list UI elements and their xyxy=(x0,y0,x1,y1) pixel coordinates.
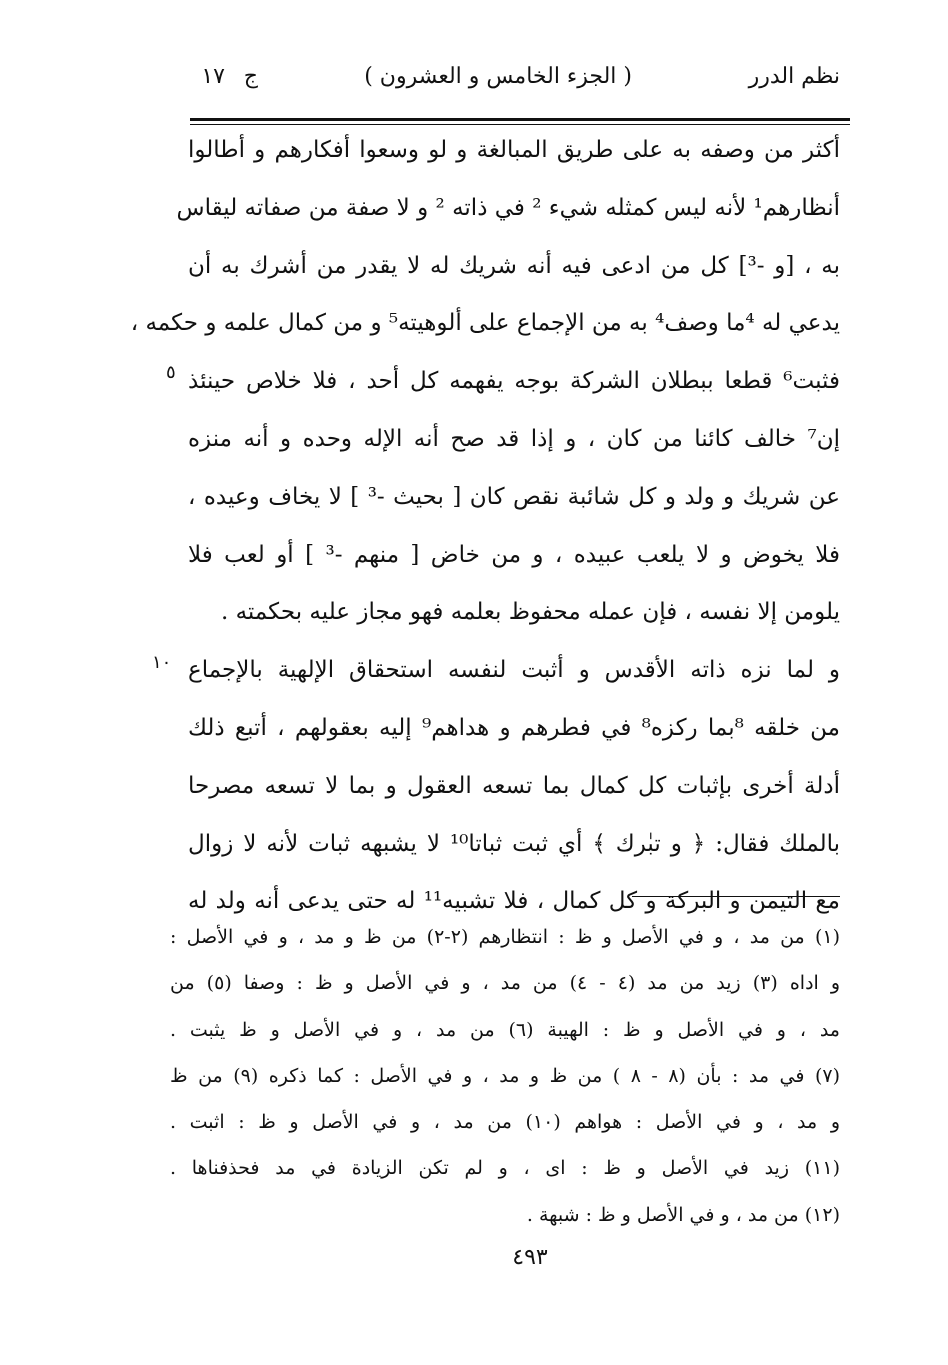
footnote-line: (١٢) من مد ، و في الأصل و ظ : شبهة . xyxy=(526,1203,840,1226)
footnote-line: (٧) في مد : بأن (٨ - ٨ ) من ظ و مد ، و في الأصل : كما ذكره (٩) من ظ xyxy=(170,1064,840,1087)
volume-number: ١٧ xyxy=(201,64,225,89)
margin-line-number: ٥ xyxy=(166,362,176,383)
text-line: أنظارهم¹ لأنه ليس كمثله شيء ² في ذاته ² و لا صفة من صفاته ليقاس xyxy=(176,194,840,221)
text-line: إن⁷ خالف كائنا من كان ، و إذا قد صح أنه الإله وحده و أنه منزه xyxy=(188,425,840,452)
part-title: ( الجزء الخامس و العشرون ) xyxy=(364,64,632,89)
footnote-line: (١١) زيد في الأصل و ظ : اى ، و لم تكن الزيادة في مد فحذفناها . xyxy=(170,1157,840,1180)
text-line: فثبت⁶ قطعا ببطلان الشركة بوجه يفهمه كل أحد ، فلا خلاص حينئذ xyxy=(188,368,840,395)
text-line: به ، [و -³] كل من ادعى فيه أنه شريك له لا يقدر من أشرك به أن xyxy=(188,252,840,279)
footnote-line: مد ، و في الأصل و ظ : الهيبة (٦) من مد ، و في الأصل و ظ يثبت . xyxy=(170,1018,840,1041)
book-title: نظم الدرر xyxy=(748,64,840,89)
text-line: عن شريك و ولد و كل شائبة نقص كان [ بحيث -³ ] لا يخاف وعيده ، xyxy=(188,483,840,510)
footnote-separator xyxy=(632,896,840,897)
volume-label: ج xyxy=(243,64,258,89)
text-line: مع التيمن و البركة و كل كمال ، فلا تشبيه¹¹ له حتى يدعى أنه ولد له xyxy=(188,888,840,915)
header-rule xyxy=(190,118,850,121)
footnote-line: و مد ، و في الأصل : هواهم (١٠) من مد ، و في الأصل و ظ : اثبت . xyxy=(170,1111,840,1134)
footnote-line: (١) من مد ، و في الأصل و ظ : انتظارهم (٢-٢) من ظ و مد ، و في الأصل : xyxy=(170,926,840,948)
text-line: فلا يخوض و لا يلعب عبيده ، و من خاض [ منهم -³ ] أو لعب فلا xyxy=(188,541,840,568)
footnotes xyxy=(170,914,840,1238)
text-line: يدعي له ⁴ما وصف⁴ به من الإجماع على ألوهيته⁵ و من كمال علمه و حكمه ، xyxy=(130,310,840,337)
margin-line-number: ١٠ xyxy=(152,652,172,673)
text-line: أكثر من وصفه به على طريق المبالغة و لو وسعوا أفكارهم و أطالوا xyxy=(188,137,840,163)
text-line: بالملك فقال: ﴿ و تبٰرك ﴾ أي ثبت ثباتا¹⁰ لا يشبهه ثبات لأنه لا زوال xyxy=(188,830,840,857)
text-line: و لما نزه ذاته الأقدس و أثبت لنفسه استحقاق الإلهية بالإجماع xyxy=(188,657,840,684)
text-line: من خلقه ⁸بما ركزه⁸ في فطرهم و هداهم⁹ إليه بعقولهم ، أتبع ذلك xyxy=(188,714,841,741)
footnote-line: و اداه (٣) زيد من مد (٤ - ٤) من مد ، و في الأصل و ظ : وصفا (٥) من xyxy=(170,972,841,995)
running-header xyxy=(150,64,850,108)
text-line: أدلة أخرى بإثبات كل كمال بما تسعه العقول و بما لا تسعه مصرحا xyxy=(188,772,840,799)
text-line: يلومن إلا نفسه ، فإن عمله محفوظ بعلمه فهو مجاز عليه بحكمته . xyxy=(220,599,840,626)
page-number: ٤٩٣ xyxy=(512,1245,548,1270)
